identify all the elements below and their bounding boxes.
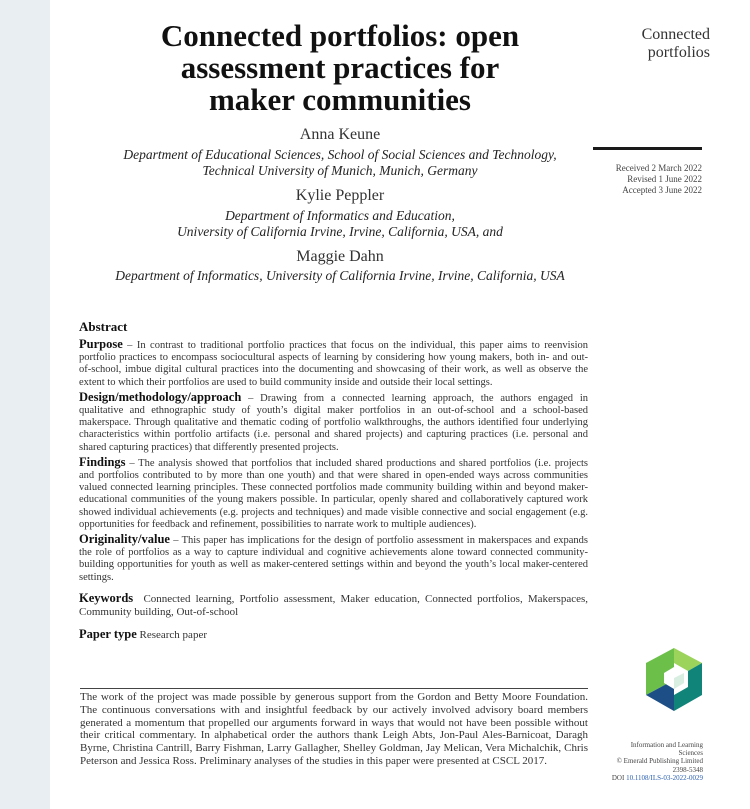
abstract-heading: Abstract: [79, 319, 128, 334]
title-line: maker communities: [208, 82, 472, 117]
publisher-line: © Emerald Publishing Limited: [616, 757, 703, 766]
revised-date: Revised 1 June 2022: [627, 174, 702, 184]
keywords-label: Keywords: [79, 590, 134, 605]
paper-title: [130, 20, 550, 116]
section-text: – The analysis showed that portfolios that included shared productions and shared portfolios (i.e. projects and portfolios contributed to by more than one youth) and that were shared in open-ended ways across communities valued connected learning principles. These connected portfolios made community building within and beyond maker-educational communities of the young makers possible. In particular, openly shared and collaboratively captured work showed individual achievements (e.g. projects and techniques) and made visible connective and social engagement (e.g. opportunities for feedback and refinement, possibilities to narrate work to multiple audiences).: [79, 457, 588, 530]
accepted-date: Accepted 3 June 2022: [622, 185, 702, 195]
section-label: Originality/value: [79, 532, 170, 547]
paper-type-text: Research paper: [139, 628, 207, 641]
title-line: assessment practices for: [180, 50, 500, 85]
journal-info: [595, 741, 703, 782]
section-text: – This paper has implications for the design of portfolio assessment in makerspaces and expands the role of portfolios as a way to capture individual and cognitive achievements alone toward connected community-building opportunities for youth as well as maker-centered settings within and beyond the youth’s local maker-centered settings.: [79, 535, 588, 583]
title-line: Connected portfolios: open: [160, 18, 520, 53]
journal-name-line: Sciences: [678, 749, 703, 758]
received-date: Received 2 March 2022: [615, 163, 702, 173]
journal-name-line: Information and Learning: [630, 741, 703, 749]
author-name: Kylie Peppler: [295, 187, 385, 204]
author-affiliation: Department of Informatics, University of California Irvine, Irvine, California, USA: [115, 268, 565, 283]
paper-page: [50, 0, 750, 809]
doi-line: [595, 774, 703, 782]
section-label: Purpose: [79, 337, 123, 351]
paper-type: [79, 628, 588, 641]
abstract: [79, 320, 588, 643]
publisher-logo-icon: [644, 647, 704, 713]
paper-type-label: Paper type: [79, 626, 137, 641]
author-name: Anna Keune: [299, 126, 381, 143]
acknowledgement-footnote: The work of the project was made possible by generous support from the Gordon and Betty Moore Foundation. The continuous conversations with and insightful feedback by our actively involved advisory board members generated a momentum that propelled our arguments forward in ways that would not have been possible without their critical commentary. In alphabetical order the authors thank Leigh Abts, Jon-Paul Ales-Barnicoat, Daragh Byrne, Christina Cantrill, Barry Fishman, Larry Gallagher, Shelley Goldman, Jay Melican, Vera Michalchik, Chris Peterson and Jessica Ross. Preliminary analyses of the studies in this paper were presented at CSCL 2017.: [80, 688, 588, 768]
section-text: – Drawing from a connected learning approach, the authors engaged in qualitative and ethnographic study of youth’s digital maker portfolios in an out-of-school and a school-based makerspace. Through qualitative and thematic coding of portfolio walkthroughs, the authors identified four underlying characteristics within portfolio artifacts (i.e. personal and shared projects) and capturing practices (i.e. personal and shared capturing practices) that differently presented projects.: [79, 392, 588, 453]
doi-label: DOI: [611, 773, 625, 782]
running-head-line: Connected: [641, 26, 710, 43]
section-text: – In contrast to traditional portfolio practices that focus on the individual, this paper aims to reenvision portfolio practices to encompass sociocultural aspects of learning by considering how young makers, both in- and out-of-school, imbue digital cultural practices into the documenting and showcasing of their work, as well as observe the extent to which their portfolios are used to build community inside and outside their local settings.: [79, 340, 588, 388]
abstract-design: [79, 391, 588, 454]
abstract-findings: [79, 456, 588, 531]
section-label: Findings: [79, 454, 126, 469]
abstract-originality: [79, 533, 588, 584]
running-head-line: portfolios: [647, 44, 710, 61]
author-name: Maggie Dahn: [296, 248, 384, 265]
abstract-purpose: [79, 338, 588, 389]
issn-line: 2398-5348: [672, 765, 703, 774]
running-head: [610, 26, 710, 62]
keywords-text: Connected learning, Portfolio assessment, Maker education, Connected portfolios, Makerspaces, Community building, Out-of-school: [79, 592, 588, 618]
author-affiliation: Department of Informatics and Education, University of California Irvine, Irvine, California, USA, and: [177, 208, 503, 239]
section-label: Design/methodology/approach: [79, 389, 242, 404]
doi-link[interactable]: 10.1108/ILS-03-2022-0029: [626, 773, 703, 782]
author-affiliation: Department of Educational Sciences, School of Social Sciences and Technology, Technical University of Munich, Munich, Germany: [123, 147, 557, 178]
keywords: [79, 592, 588, 619]
